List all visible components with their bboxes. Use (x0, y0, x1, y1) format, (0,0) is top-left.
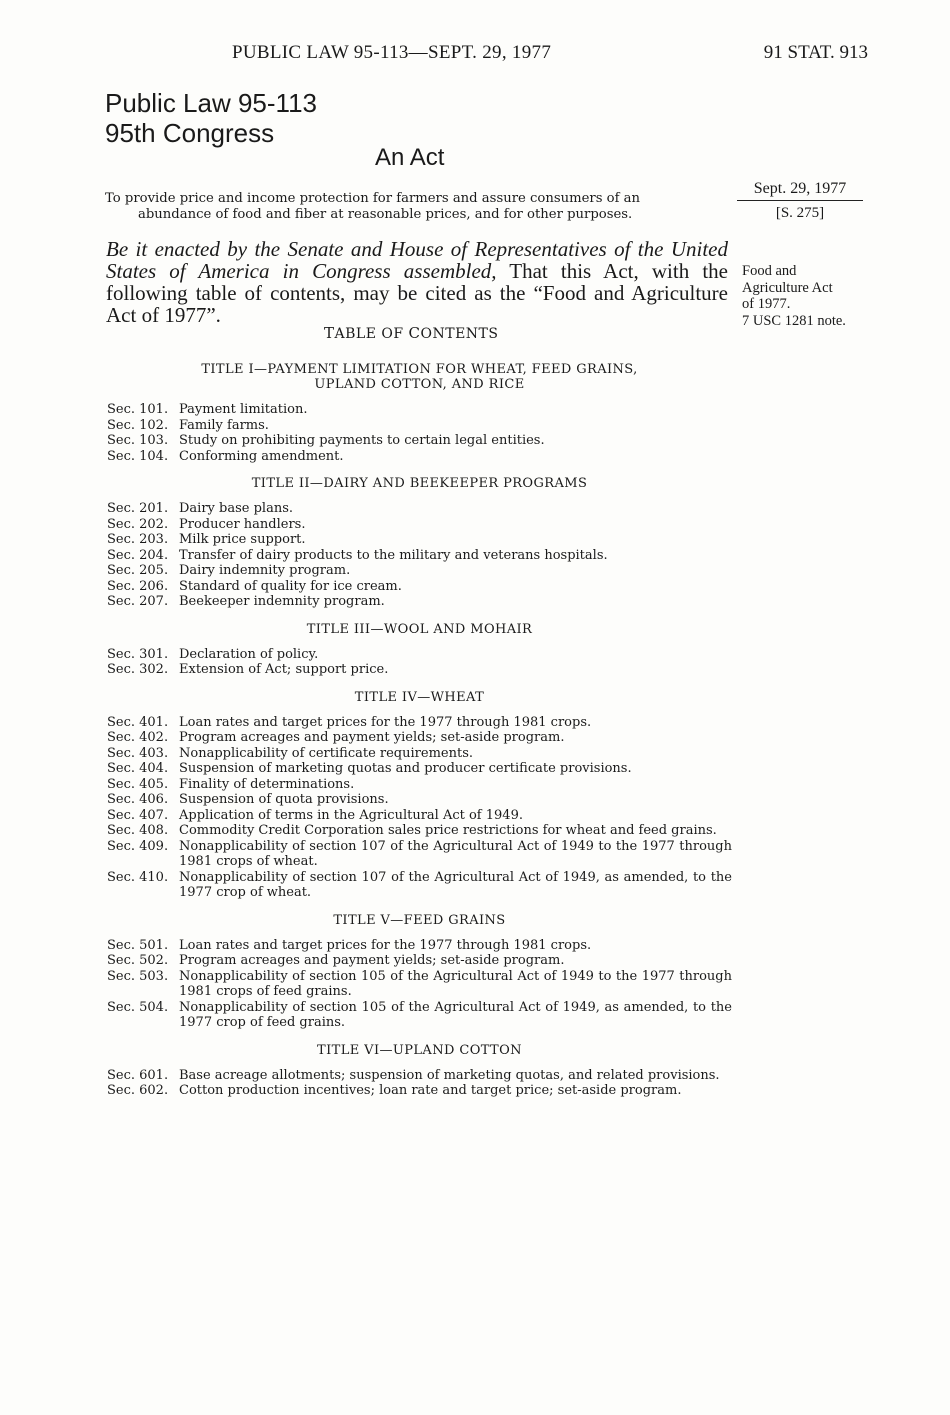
section-caption: Payment limitation. (179, 402, 308, 417)
toc-title-heading: TITLE I—PAYMENT LIMITATION FOR WHEAT, FEED GRAINS, UPLAND COTTON, AND RICE (201, 362, 638, 392)
act-title: An Act (375, 144, 445, 171)
section-caption: Loan rates and target prices for the 1977 through 1981 crops. (179, 937, 592, 953)
table-of-contents (107, 362, 732, 1111)
section-number: Sec. 101. (107, 402, 169, 417)
margin-note (742, 263, 872, 329)
section-caption: Family farms. (179, 417, 269, 433)
toc-title-group (107, 690, 732, 901)
section-number: Sec. 503. (107, 968, 169, 984)
section-caption: Program acreages and payment yields; set-aside program. (179, 730, 565, 745)
toc-section-row (107, 402, 732, 418)
margin-date-block (737, 180, 863, 222)
enacting-formula: Be it enacted by the Senate and House of Representatives of the United States of America in Congress assembled, (106, 237, 728, 283)
section-caption: Dairy indemnity program. (179, 563, 351, 578)
toc-section-row (107, 870, 732, 901)
section-caption: Application of terms in the Agricultural Act of 1949. (179, 807, 523, 823)
section-caption: Loan rates and target prices for the 1977 through 1981 crops. (179, 714, 592, 730)
toc-section-row (107, 647, 732, 663)
section-caption: Nonapplicability of section 107 of the Agricultural Act of 1949, as amended, to the 1977 crop of wheat. (179, 869, 732, 900)
section-number: Sec. 102. (107, 417, 169, 433)
toc-section-row (107, 594, 732, 610)
toc-section-row (107, 1068, 732, 1084)
section-caption: Nonapplicability of section 105 of the Agricultural Act of 1949 to the 1977 through 1981 crops of feed grains. (179, 968, 732, 999)
section-number: Sec. 501. (107, 937, 169, 953)
section-number: Sec. 206. (107, 578, 169, 594)
section-number: Sec. 404. (107, 761, 169, 776)
section-caption: Cotton production incentives; loan rate and target price; set-aside program. (179, 1083, 682, 1098)
section-number: Sec. 410. (107, 869, 169, 885)
toc-section-row (107, 715, 732, 731)
section-caption: Suspension of quota provisions. (179, 792, 389, 807)
section-number: Sec. 402. (107, 730, 169, 745)
section-caption: Base acreage allotments; suspension of marketing quotas, and related provisions. (179, 1067, 720, 1083)
purpose-line-2: abundance of food and fiber at reasonable prices, and for other purposes. (138, 207, 633, 222)
toc-section-row (107, 501, 732, 517)
section-caption: Extension of Act; support price. (179, 662, 389, 677)
table-of-contents-heading: TABLE OF CONTENTS (324, 324, 499, 342)
toc-title-heading: TITLE II—DAIRY AND BEEKEEPER PROGRAMS (251, 476, 588, 491)
toc-section-row (107, 953, 732, 969)
margin-note-line: Food and (742, 263, 797, 279)
toc-title-group (107, 622, 732, 678)
section-caption: Declaration of policy. (179, 646, 319, 662)
toc-section-row (107, 517, 732, 533)
toc-section-row (107, 1083, 732, 1099)
section-caption: Milk price support. (179, 532, 306, 547)
toc-section-row (107, 777, 732, 793)
short-title-text: That this Act, with the following table of contents, may be cited as the “Food and Agriculture Act of 1977”. (106, 259, 728, 327)
section-number: Sec. 407. (107, 807, 169, 823)
approval-date: Sept. 29, 1977 (737, 180, 863, 201)
section-number: Sec. 601. (107, 1067, 169, 1083)
margin-note-line: of 1977. (742, 296, 791, 312)
section-number: Sec. 207. (107, 594, 169, 609)
section-number: Sec. 202. (107, 516, 169, 532)
toc-section-row (107, 548, 732, 564)
section-number: Sec. 104. (107, 448, 169, 464)
toc-title-group (107, 476, 732, 610)
section-caption: Program acreages and payment yields; set-aside program. (179, 953, 565, 968)
section-caption: Transfer of dairy products to the military and veterans hospitals. (179, 547, 608, 563)
running-head: PUBLIC LAW 95-113—SEPT. 29, 1977 (232, 42, 552, 63)
toc-section-row (107, 969, 732, 1000)
toc-section-row (107, 792, 732, 808)
congress-label: 95th Congress (105, 118, 275, 148)
act-purpose (105, 191, 730, 223)
toc-section-row (107, 746, 732, 762)
section-number: Sec. 406. (107, 792, 169, 807)
toc-title-group (107, 913, 732, 1031)
toc-section-row (107, 579, 732, 595)
section-number: Sec. 502. (107, 953, 169, 968)
section-number: Sec. 409. (107, 838, 169, 854)
section-caption: Beekeeper indemnity program. (179, 594, 385, 609)
section-caption: Suspension of marketing quotas and producer certificate provisions. (179, 761, 632, 776)
section-caption: Commodity Credit Corporation sales price restrictions for wheat and feed grains. (179, 823, 717, 838)
bill-number: [S. 275] (775, 205, 825, 221)
section-number: Sec. 403. (107, 745, 169, 761)
toc-section-row (107, 730, 732, 746)
toc-section-row (107, 1000, 732, 1031)
section-number: Sec. 401. (107, 714, 169, 730)
section-caption: Nonapplicability of certificate requirements. (179, 745, 473, 761)
toc-section-row (107, 532, 732, 548)
section-caption: Conforming amendment. (179, 448, 344, 464)
section-number: Sec. 203. (107, 532, 169, 547)
toc-section-row (107, 823, 732, 839)
purpose-line-1: To provide price and income protection for farmers and assure consumers of an (105, 191, 641, 206)
section-caption: Study on prohibiting payments to certain legal entities. (179, 433, 545, 448)
toc-title-group (107, 1043, 732, 1099)
section-number: Sec. 504. (107, 999, 169, 1015)
section-number: Sec. 405. (107, 776, 169, 792)
section-number: Sec. 302. (107, 662, 169, 677)
toc-section-row (107, 938, 732, 954)
section-number: Sec. 602. (107, 1083, 169, 1098)
section-caption: Standard of quality for ice cream. (179, 578, 402, 594)
section-caption: Producer handlers. (179, 516, 306, 532)
section-number: Sec. 204. (107, 547, 169, 563)
section-number: Sec. 408. (107, 823, 169, 838)
toc-section-row (107, 761, 732, 777)
statutes-page-reference: 91 STAT. 913 (763, 42, 868, 63)
margin-note-line: 7 USC 1281 note. (742, 312, 846, 329)
toc-section-row (107, 449, 732, 465)
toc-title-heading: TITLE VI—UPLAND COTTON (317, 1042, 522, 1058)
public-law-number: Public Law 95-113 (105, 88, 317, 118)
toc-title-heading: TITLE III—WOOL AND MOHAIR (306, 621, 533, 637)
section-caption: Dairy base plans. (179, 501, 293, 516)
toc-title-heading: TITLE V—FEED GRAINS (333, 912, 506, 928)
section-number: Sec. 301. (107, 646, 169, 662)
margin-note-line: Agriculture Act (742, 279, 833, 296)
toc-section-row (107, 662, 732, 678)
toc-title-heading: TITLE IV—WHEAT (354, 689, 485, 705)
toc-section-row (107, 563, 732, 579)
toc-section-row (107, 839, 732, 870)
toc-section-row (107, 418, 732, 434)
section-number: Sec. 205. (107, 563, 169, 578)
section-number: Sec. 201. (107, 501, 169, 516)
section-number: Sec. 103. (107, 433, 169, 448)
enacting-clause (106, 238, 728, 326)
section-caption: Nonapplicability of section 107 of the Agricultural Act of 1949 to the 1977 through 1981 crops of wheat. (179, 838, 732, 869)
toc-section-row (107, 433, 732, 449)
section-caption: Nonapplicability of section 105 of the Agricultural Act of 1949, as amended, to the 1977 crop of feed grains. (179, 999, 732, 1030)
toc-title-group (107, 362, 732, 464)
section-caption: Finality of determinations. (179, 776, 355, 792)
toc-section-row (107, 808, 732, 824)
